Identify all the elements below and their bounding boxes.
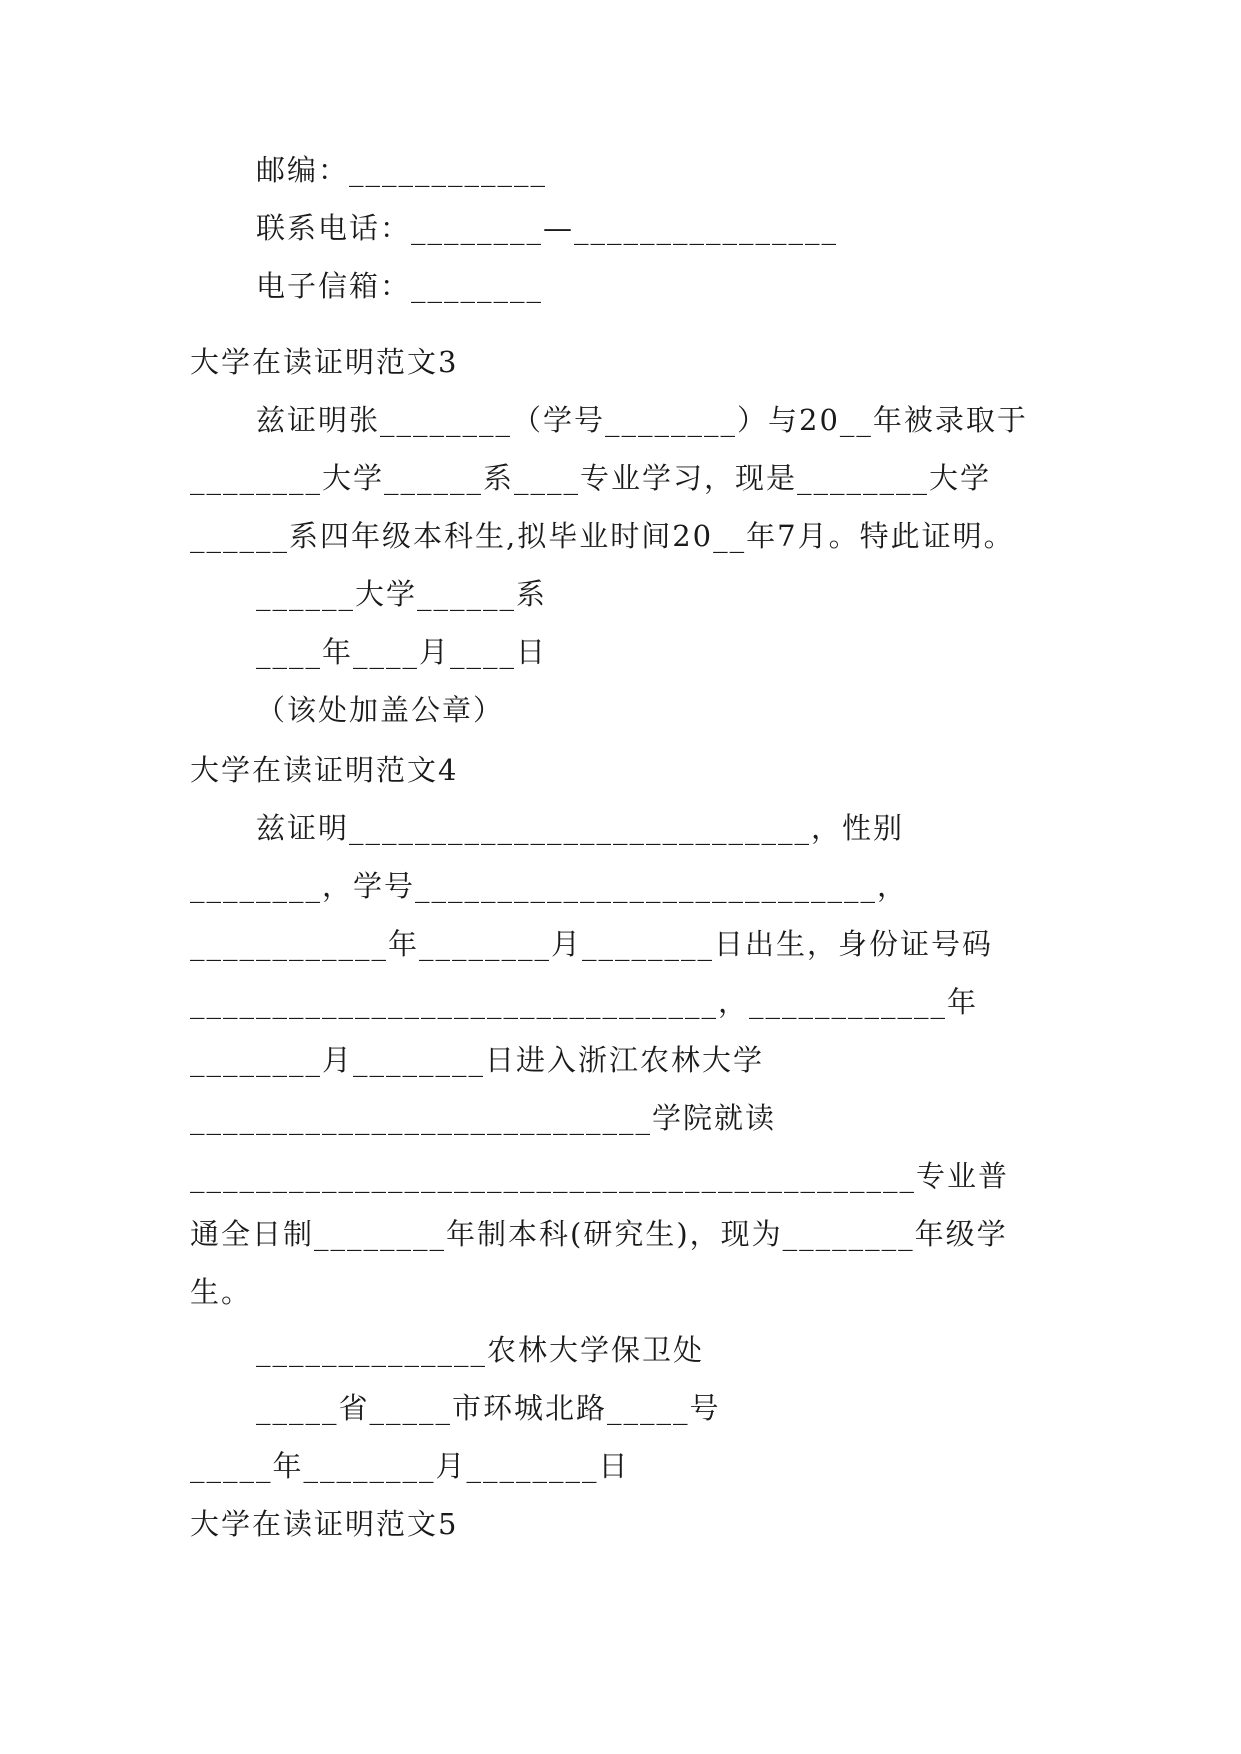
paragraph-line: ____________________________________________专业普 xyxy=(190,1159,1010,1193)
paragraph-line: ____________年________月________日出生，身份证号码 xyxy=(190,927,994,961)
seal-note: （该处加盖公章） xyxy=(256,693,505,727)
paragraph-line: 通全日制________年制本科(研究生)，现为________年级学 xyxy=(190,1217,1008,1251)
paragraph-line: 兹证明张________（学号________）与20__年被录取于 xyxy=(256,403,1028,437)
paragraph-line: 兹证明____________________________，性别 xyxy=(256,811,905,845)
section-title-4: 大学在读证明范文4 xyxy=(190,753,459,787)
signature-line: ______大学______系 xyxy=(256,577,548,611)
section-title-5: 大学在读证明范文5 xyxy=(190,1507,459,1541)
paragraph-line: ________大学______系____专业学习，现是________大学 xyxy=(190,461,992,495)
issuer-line: ______________农林大学保卫处 xyxy=(256,1333,705,1367)
paragraph-line: ________，学号____________________________， xyxy=(190,869,909,903)
postcode-line: 邮编：____________ xyxy=(256,153,548,187)
paragraph-line: ____________________________学院就读 xyxy=(190,1101,777,1135)
phone-line: 联系电话：________—________________ xyxy=(256,211,839,245)
date-line: _____年________月________日 xyxy=(190,1449,630,1483)
paragraph-line: ________________________________，____________年 xyxy=(190,985,979,1019)
email-line: 电子信箱：________ xyxy=(256,269,544,303)
paragraph-line: ______系四年级本科生,拟毕业时间20__年7月。特此证明。 xyxy=(190,519,1015,553)
address-line: _____省_____市环城北路_____号 xyxy=(256,1391,721,1425)
date-line: ____年____月____日 xyxy=(256,635,548,669)
paragraph-line: 生。 xyxy=(190,1275,253,1309)
section-title-3: 大学在读证明范文3 xyxy=(190,345,459,379)
paragraph-line: ________月________日进入浙江农林大学 xyxy=(190,1043,765,1077)
